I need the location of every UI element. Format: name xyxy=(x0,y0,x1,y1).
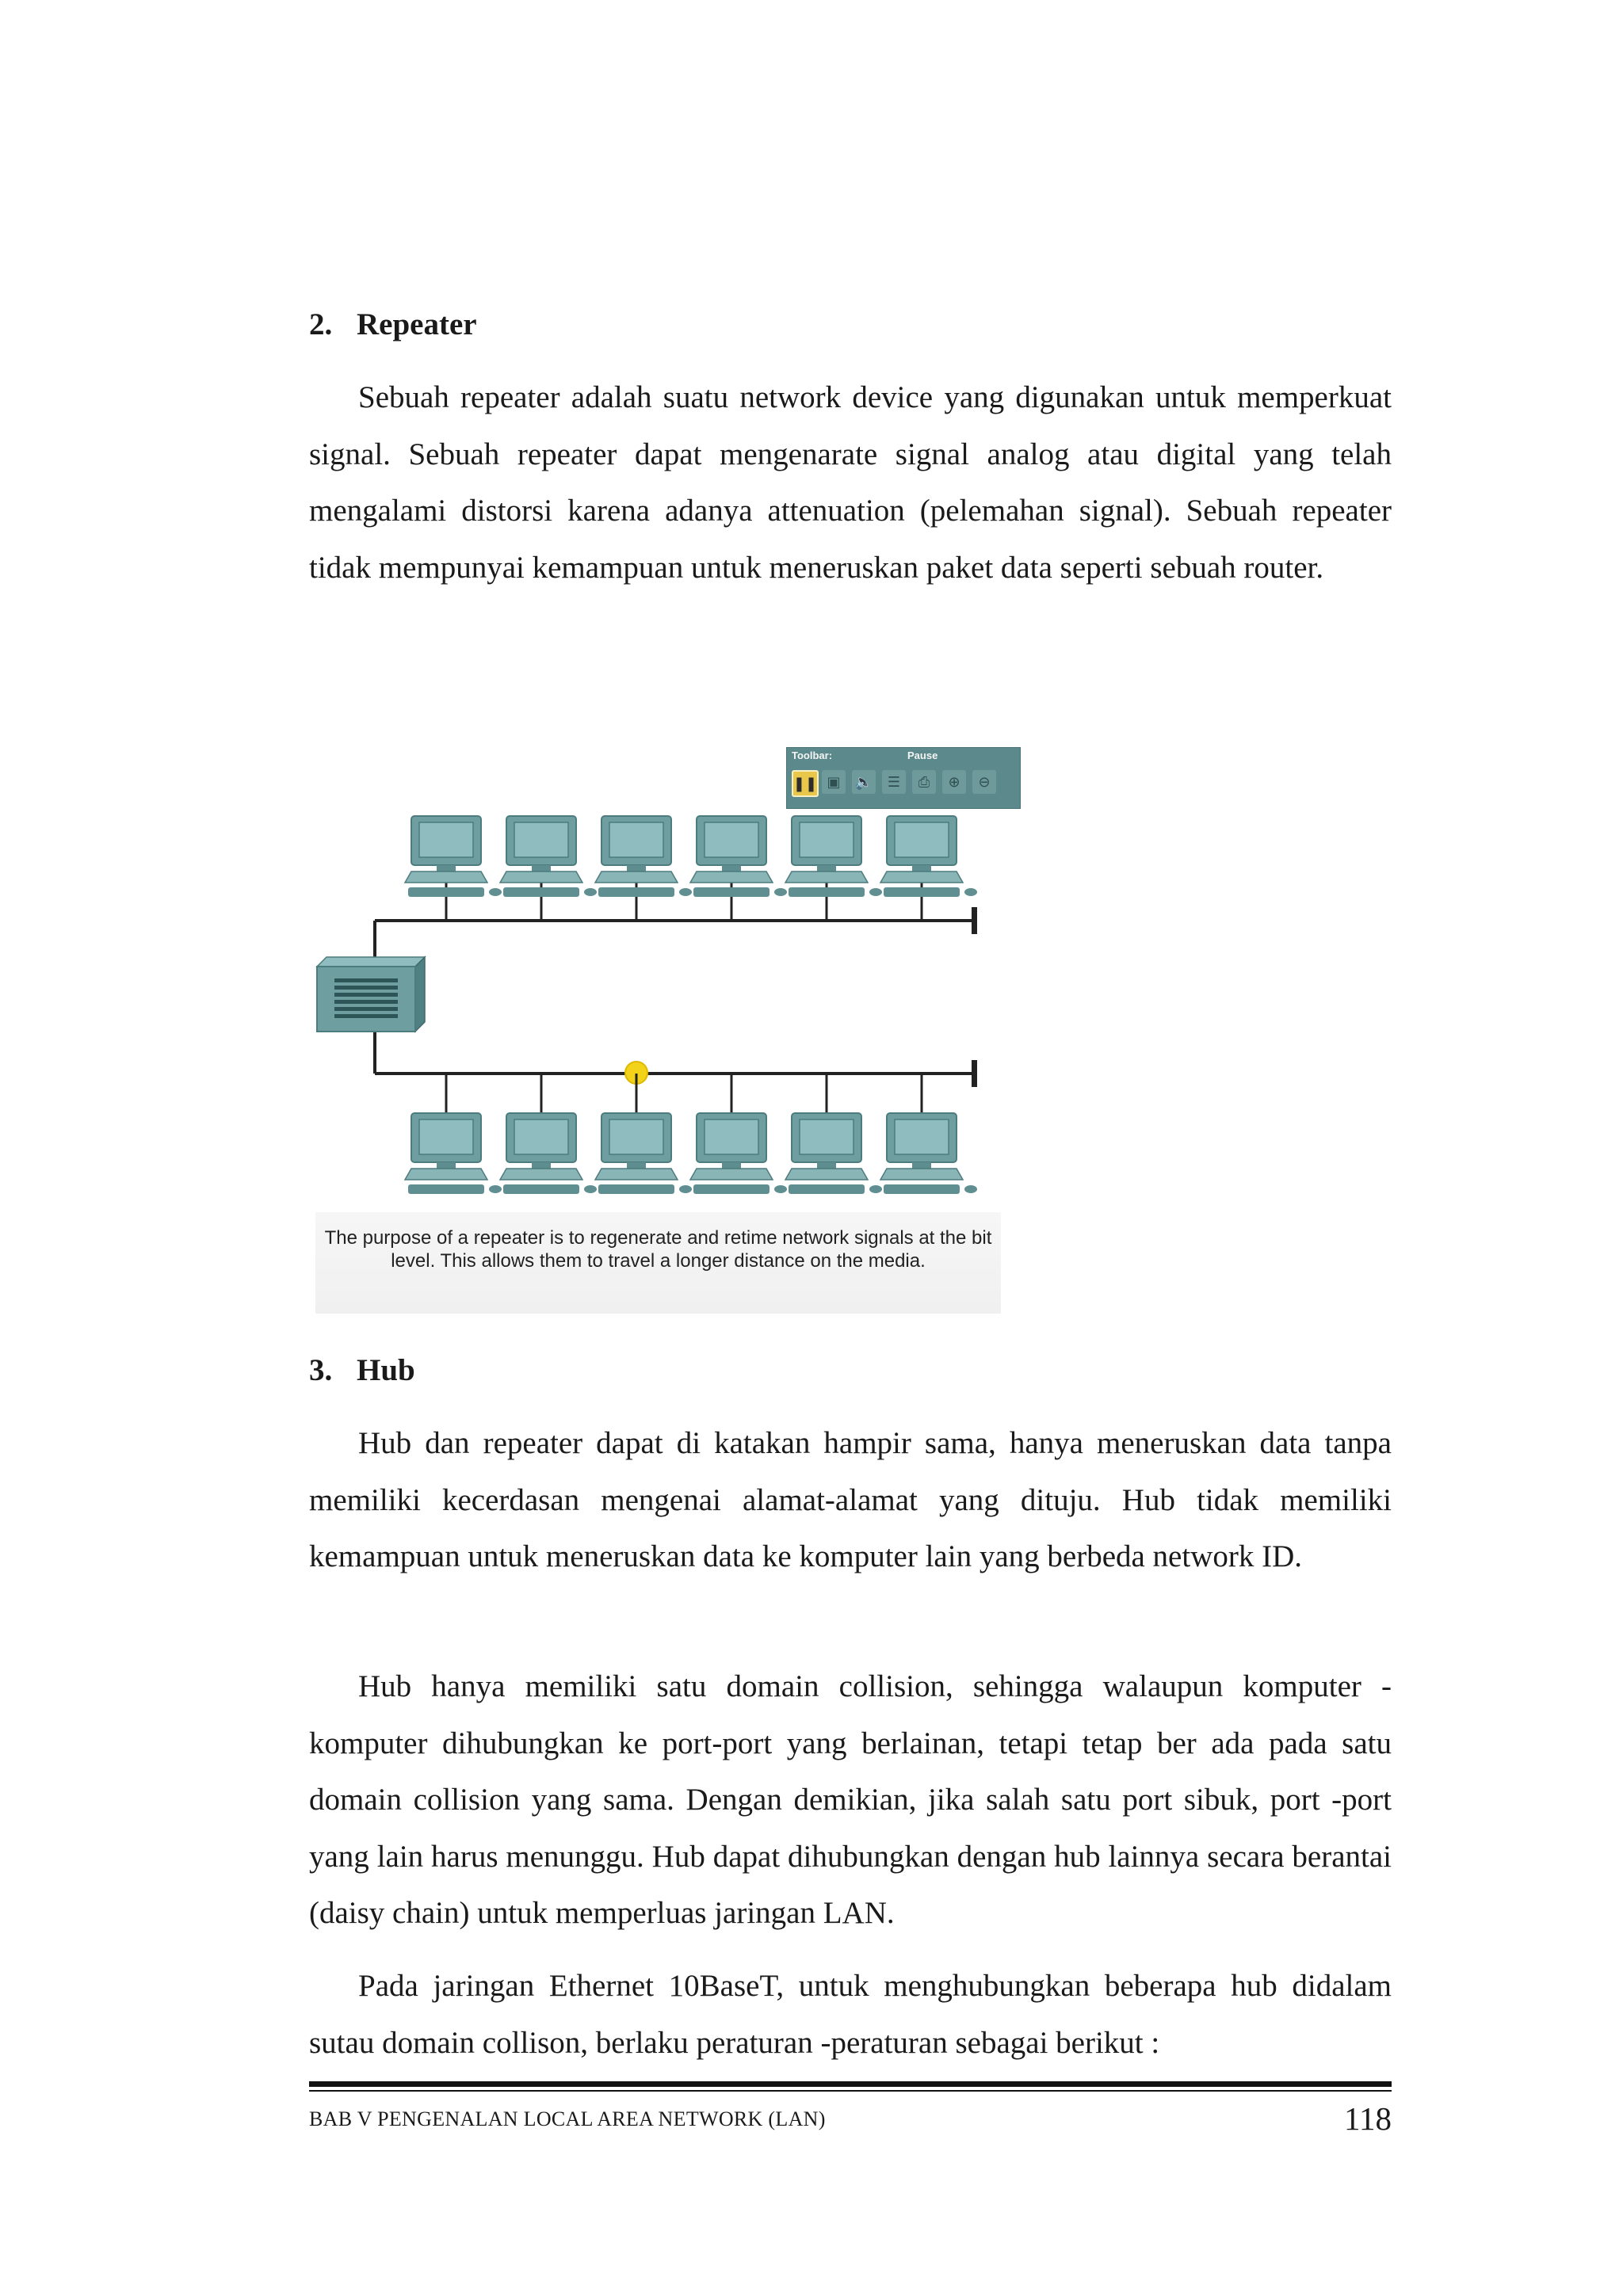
section-heading-repeater xyxy=(309,309,477,340)
print-icon[interactable]: ⎙ xyxy=(912,770,936,794)
caption-band xyxy=(315,1212,1001,1314)
network-diagram xyxy=(307,745,1029,1220)
section-number: 2. xyxy=(309,307,333,341)
computer-bottom-2 xyxy=(500,1113,597,1194)
section-title: Repeater xyxy=(357,307,477,341)
zoom-in-icon[interactable]: ⊕ xyxy=(942,770,966,794)
hub-paragraph-3: Pada jaringan Ethernet 10BaseT, untuk menghubungkan beberapa hub didalam sutau domain collison, berlaku peraturan -peraturan sebagai berikut : xyxy=(309,1969,1392,2060)
repeater-vent xyxy=(334,986,398,990)
speaker-icon[interactable]: 🔈 xyxy=(852,770,876,794)
section-heading-hub xyxy=(309,1355,415,1386)
computer-bottom-5 xyxy=(785,1113,882,1194)
notes-icon[interactable]: ☰ xyxy=(882,770,906,794)
repeater-vent xyxy=(334,1000,398,1004)
save-icon[interactable]: ▣ xyxy=(822,770,846,794)
hub-paragraph-2: Hub hanya memiliki satu domain collision, sehingga walaupun komputer - komputer dihubungkan ke port-port yang berlainan, tetapi tetap ber ada pada satu domain collision yang sama. Dengan demikian, jika salah satu port sibuk, port -port yang lain harus menunggu. Hub dapat dihubungkan dengan hub lainnya secara berantai (daisy chain) untuk memperluas jaringan LAN. xyxy=(309,1669,1392,1930)
computer-bottom-3 xyxy=(595,1113,692,1194)
repeater-vent xyxy=(334,993,398,997)
computer-top-2 xyxy=(500,816,597,897)
computer-bottom-1 xyxy=(405,1113,502,1194)
repeater-vent xyxy=(334,1007,398,1011)
chapter-title: BAB V PENGENALAN LOCAL AREA NETWORK (LAN) xyxy=(309,2107,826,2130)
repeater-vent xyxy=(334,1014,398,1018)
repeater-paragraph: Sebuah repeater adalah suatu network device yang digunakan untuk memperkuat signal. Sebuah repeater dapat mengenarate signal analog atau digital yang telah mengalami distorsi karena adanya attenuation (pelemahan signal). Sebuah repeater tidak mempunyai kemampuan untuk meneruskan paket data seperti sebuah router. xyxy=(309,380,1392,585)
footer-rule xyxy=(309,2081,1392,2087)
section-title: Hub xyxy=(357,1353,415,1387)
hub-paragraph-1: Hub dan repeater dapat di katakan hampir sama, hanya meneruskan data tanpa memiliki kecerdasan mengenai alamat-alamat yang dituju. Hub tidak memiliki kemampuan untuk meneruskan data ke komputer lain yang berbeda network ID. xyxy=(309,1426,1392,1573)
footer-rule-thin xyxy=(309,2090,1392,2092)
bottom-terminator xyxy=(972,1060,977,1087)
repeater-top xyxy=(317,957,425,967)
repeater-side xyxy=(415,957,425,1032)
computer-top-3 xyxy=(595,816,692,897)
computer-top-5 xyxy=(785,816,882,897)
toolbar-label: Toolbar: xyxy=(792,749,833,761)
page-number: 118 xyxy=(1344,2100,1392,2137)
computer-top-6 xyxy=(880,816,977,897)
repeater-icon xyxy=(317,967,415,1032)
zoom-out-icon[interactable]: ⊖ xyxy=(972,770,996,794)
computer-bottom-4 xyxy=(690,1113,787,1194)
top-terminator xyxy=(972,907,977,934)
pause-icon[interactable]: ❚❚ xyxy=(792,770,819,797)
repeater-figure xyxy=(307,745,1029,1315)
repeater-vent xyxy=(334,978,398,982)
figure-caption: The purpose of a repeater is to regenerate and retime network signals at the bit level. This allows them to travel a longer distance on the media. xyxy=(324,1227,992,1272)
section-number: 3. xyxy=(309,1353,333,1387)
computer-bottom-6 xyxy=(880,1113,977,1194)
animation-toolbar xyxy=(786,747,1021,809)
computer-top-4 xyxy=(690,816,787,897)
computer-top-1 xyxy=(405,816,502,897)
toolbar-status: Pause xyxy=(907,749,938,761)
